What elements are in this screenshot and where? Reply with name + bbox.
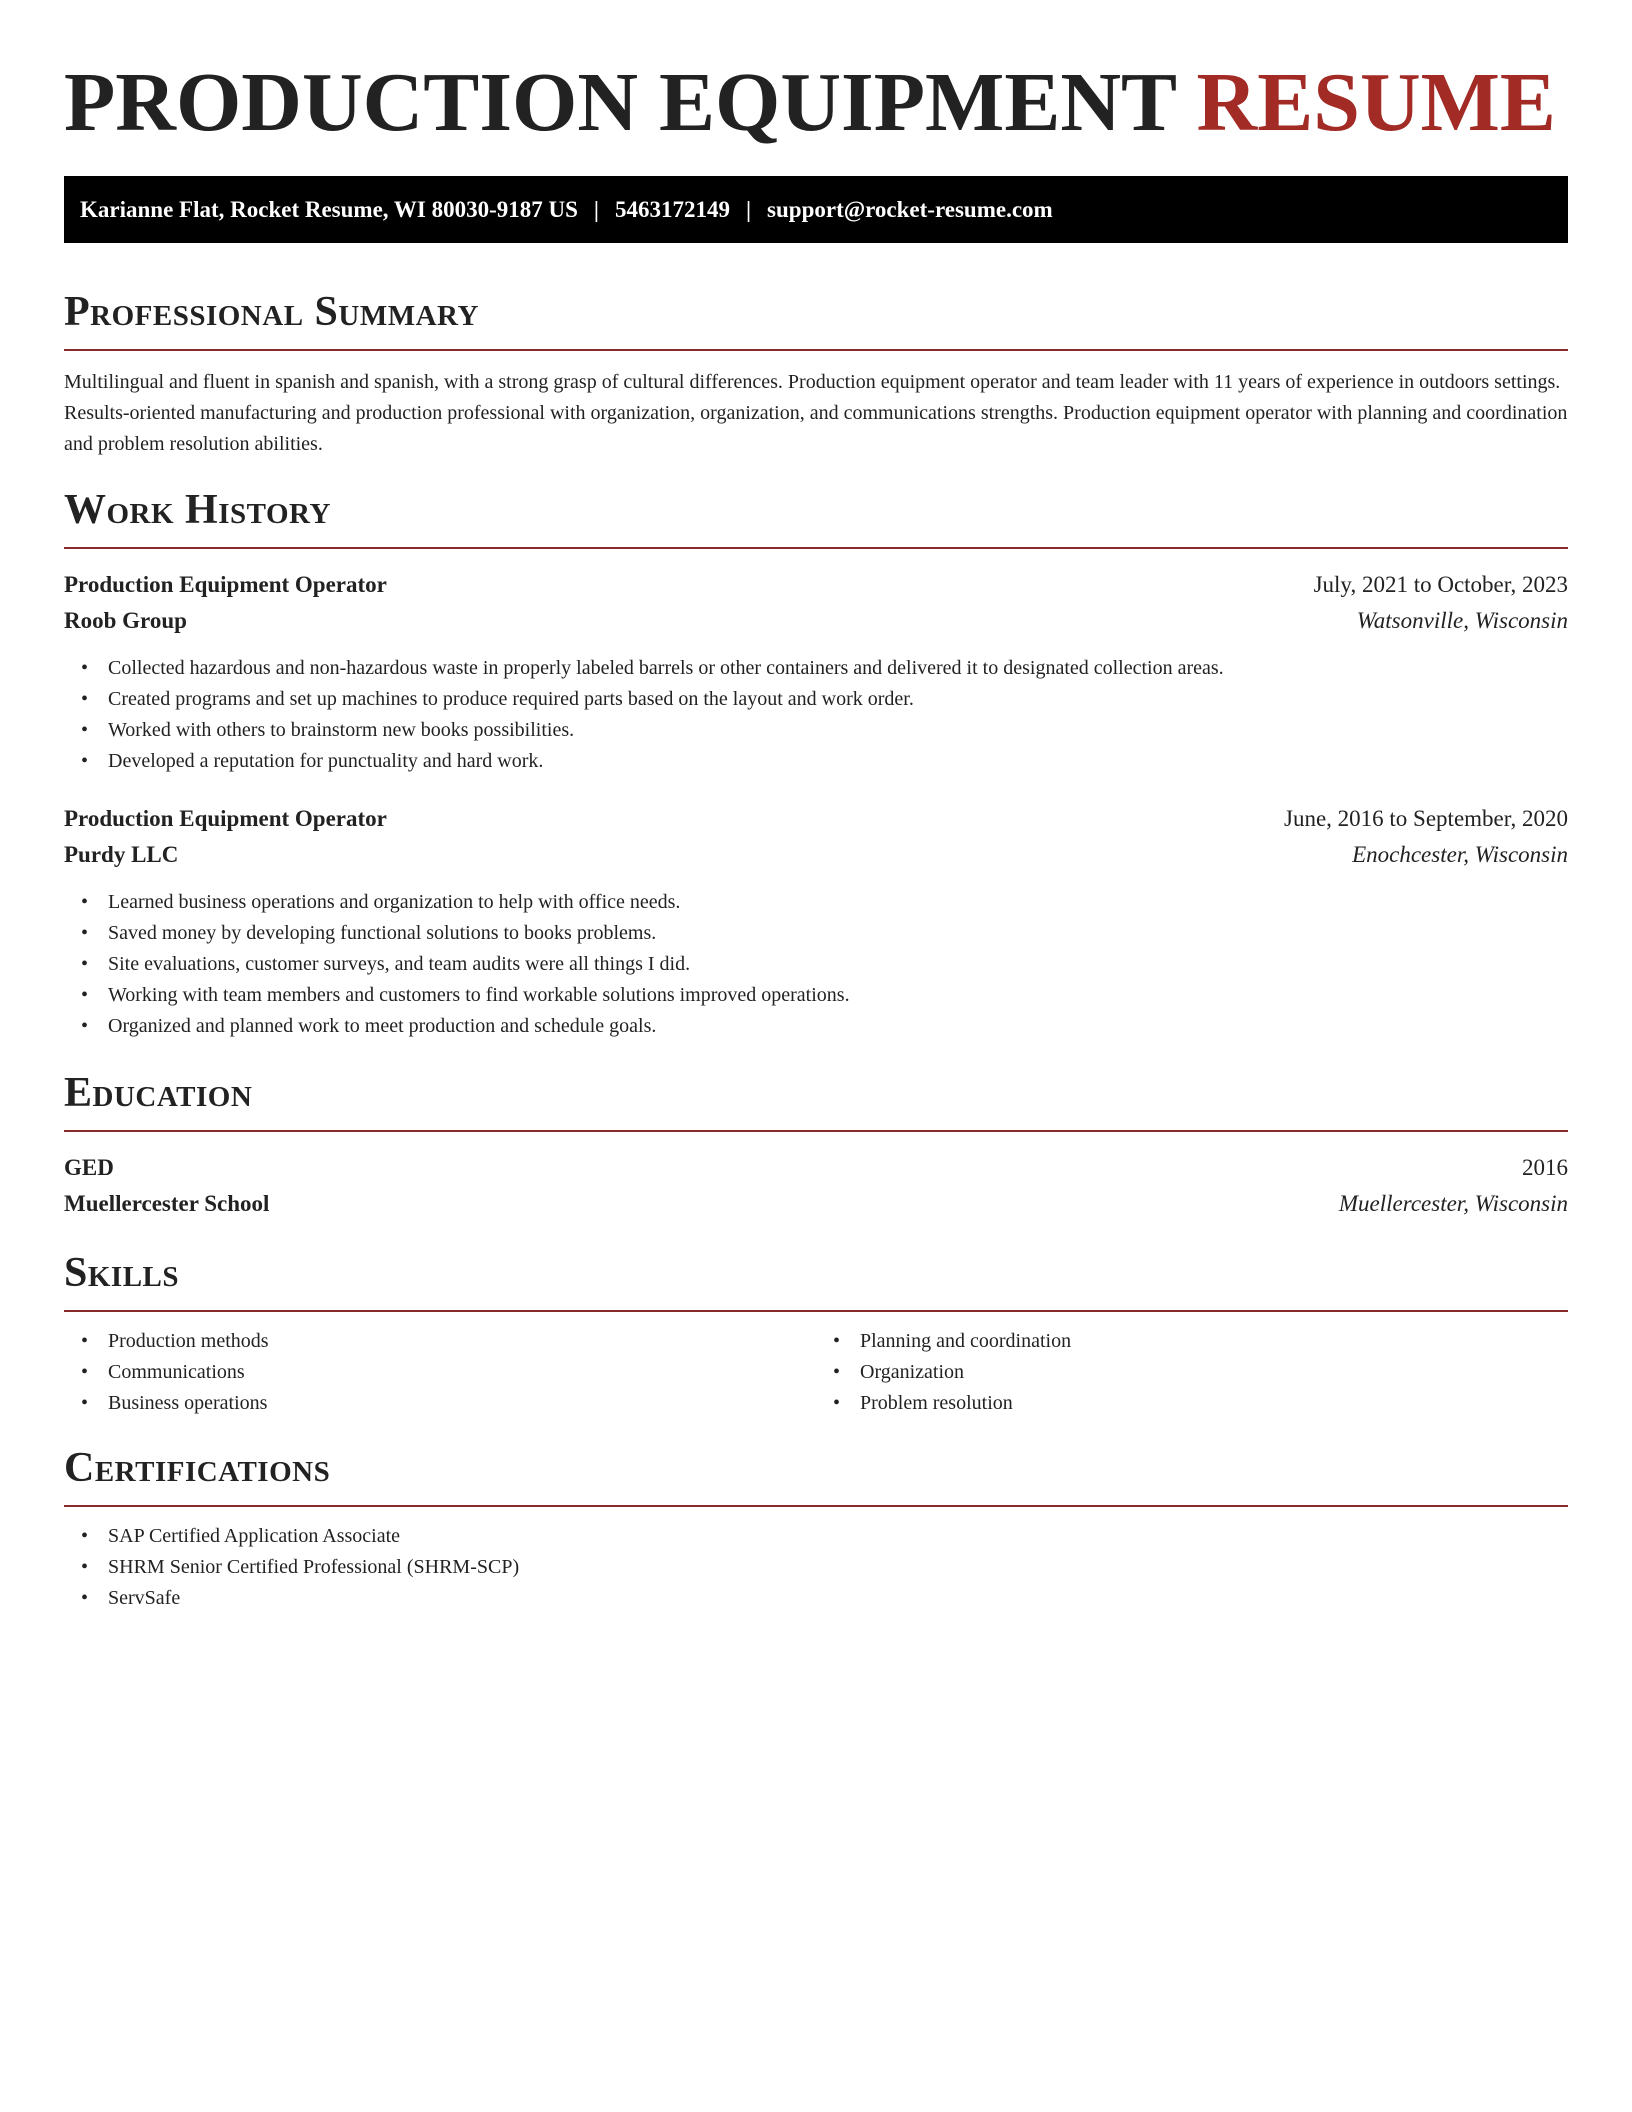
skills-column bbox=[816, 1326, 1568, 1419]
job-title: Production Equipment Operator bbox=[64, 806, 387, 831]
education-year: 2016 bbox=[1522, 1155, 1568, 1180]
job-title: Production Equipment Operator bbox=[64, 572, 387, 597]
contact-address: Karianne Flat, Rocket Resume, WI 80030-9187 US bbox=[80, 196, 578, 222]
job-bullet: • Working with team members and customers to find workable solutions improved operations. bbox=[108, 980, 1568, 1011]
job-company-row bbox=[64, 837, 1568, 873]
education-school: Muellercester School bbox=[64, 1191, 270, 1216]
education-heading: Education bbox=[64, 1068, 1568, 1132]
skill-item: • Communications bbox=[108, 1357, 816, 1388]
summary-heading: Professional Summary bbox=[64, 287, 1568, 351]
job-bullet: • Created programs and set up machines to produce required parts based on the layout and work order. bbox=[108, 684, 1568, 715]
job-bullet: • Worked with others to brainstorm new books possibilities. bbox=[108, 715, 1568, 746]
job-bullet: • Organized and planned work to meet production and schedule goals. bbox=[108, 1011, 1568, 1042]
contact-bar bbox=[64, 176, 1568, 243]
certifications-list bbox=[64, 1521, 1568, 1614]
work-history-heading: Work History bbox=[64, 485, 1568, 549]
certification-item: • ServSafe bbox=[108, 1583, 1568, 1614]
job-company: Roob Group bbox=[64, 608, 187, 633]
job-bullet: • Saved money by developing functional solutions to books problems. bbox=[108, 918, 1568, 949]
certifications-heading: Certifications bbox=[64, 1443, 1568, 1507]
job-entry bbox=[64, 567, 1568, 777]
education-entry bbox=[64, 1150, 1568, 1222]
education-school-row bbox=[64, 1186, 1568, 1222]
job-location: Enochcester, Wisconsin bbox=[1352, 842, 1568, 867]
skills-column bbox=[64, 1326, 816, 1419]
job-bullet: • Learned business operations and organization to help with office needs. bbox=[108, 887, 1568, 918]
summary-text: Multilingual and fluent in spanish and spanish, with a strong grasp of cultural differences. Production equipment operator and team leader with 11 years of experience in outdoors settings. Results-oriented manufacturing and production professional with organization, organization, and communications strengths. Production equipment operator with planning and coordination and problem resolution abilities. bbox=[64, 371, 1568, 455]
contact-phone: 5463172149 bbox=[614, 196, 730, 222]
skill-item: • Business operations bbox=[108, 1388, 816, 1419]
job-bullets bbox=[64, 887, 1568, 1042]
job-bullet: • Developed a reputation for punctuality and hard work. bbox=[108, 746, 1568, 777]
job-company: Purdy LLC bbox=[64, 842, 179, 867]
title-main: PRODUCTION EQUIPMENT bbox=[64, 56, 1176, 149]
education-location: Muellercester, Wisconsin bbox=[1338, 1191, 1568, 1216]
job-dates: July, 2021 to October, 2023 bbox=[1313, 572, 1568, 597]
skill-item: • Problem resolution bbox=[860, 1388, 1568, 1419]
skills-grid bbox=[64, 1326, 1568, 1419]
education-degree-row bbox=[64, 1150, 1568, 1186]
contact-separator: | bbox=[745, 196, 752, 222]
skills-heading: Skills bbox=[64, 1248, 1568, 1312]
resume-title bbox=[64, 58, 1568, 148]
job-dates: June, 2016 to September, 2020 bbox=[1284, 806, 1568, 831]
job-bullet: • Collected hazardous and non-hazardous waste in properly labeled barrels or other containers and delivered it to designated collection areas. bbox=[108, 653, 1568, 684]
job-title-row bbox=[64, 567, 1568, 603]
job-company-row bbox=[64, 603, 1568, 639]
job-location: Watsonville, Wisconsin bbox=[1356, 608, 1568, 633]
skill-item: • Organization bbox=[860, 1357, 1568, 1388]
contact-email: support@rocket-resume.com bbox=[767, 196, 1053, 222]
job-bullets bbox=[64, 653, 1568, 777]
title-accent: RESUME bbox=[1196, 56, 1556, 149]
certification-item: • SAP Certified Application Associate bbox=[108, 1521, 1568, 1552]
education-degree: GED bbox=[64, 1155, 114, 1180]
job-entry bbox=[64, 801, 1568, 1042]
certification-item: • SHRM Senior Certified Professional (SHRM-SCP) bbox=[108, 1552, 1568, 1583]
skill-item: • Planning and coordination bbox=[860, 1326, 1568, 1357]
contact-separator: | bbox=[593, 196, 599, 222]
job-title-row bbox=[64, 801, 1568, 837]
skill-item: • Production methods bbox=[108, 1326, 816, 1357]
job-bullet: • Site evaluations, customer surveys, and team audits were all things I did. bbox=[108, 949, 1568, 980]
